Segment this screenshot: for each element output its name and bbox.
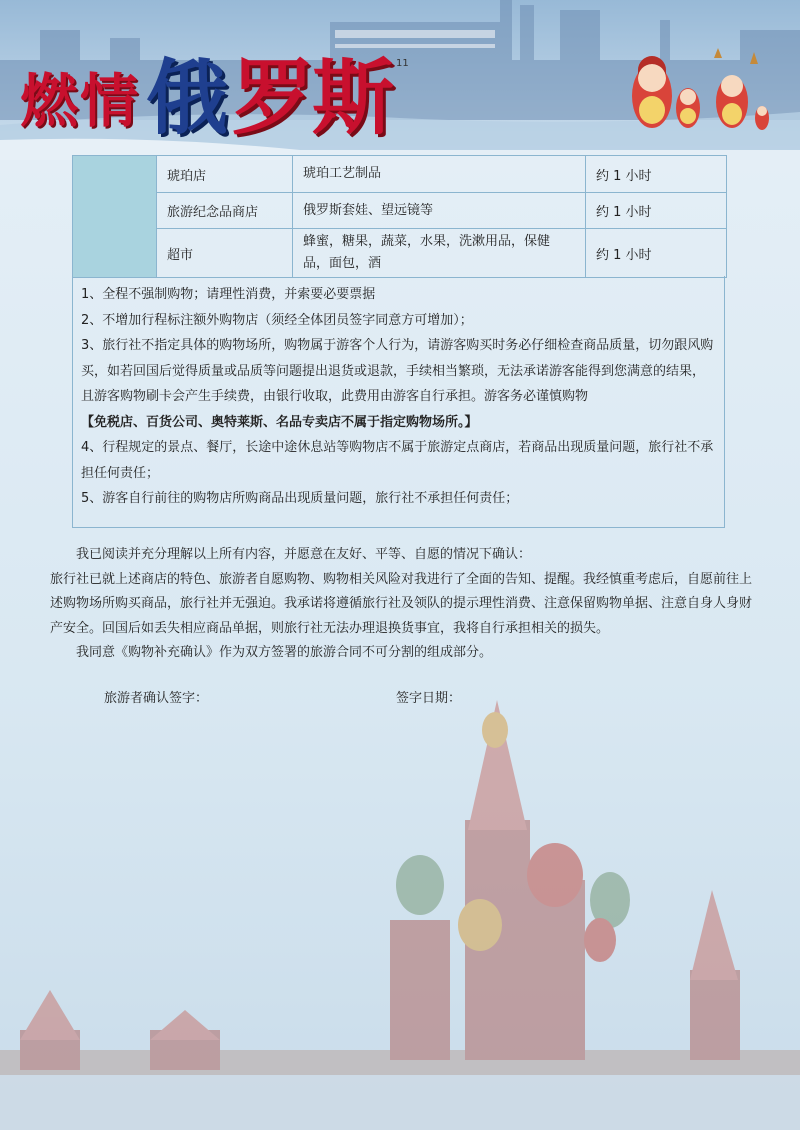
title-banner xyxy=(0,0,800,160)
title-part-1: 燃情 xyxy=(20,67,141,135)
page-title xyxy=(20,30,393,146)
note-5: 5、游客自行前往的购物店所购商品出现质量问题，旅行社不承担任何责任； xyxy=(81,491,519,506)
note-4: 4、行程规定的景点、餐厅，长途中途休息站等购物店不属于旅游定点商店，若商品出现质量问题，旅行社不承担任何责任； xyxy=(81,440,714,481)
confirmation-body: 旅行社已就上述商店的特色、旅游者自愿购物、购物相关风险对我进行了全面的告知、提醒。我经慎重考虑后，自愿前往上述购物场所购买商品，旅行社并无强迫。我承诺将遵循旅行社及领队的提示理性消费、注意保留购物单据、注意自身人身财产安全。回国后如丢失相应商品单据，则旅行社无法办理退换货事宜，我将自行承担相关的损失。 xyxy=(50,571,753,636)
title-part-2: 俄 xyxy=(146,51,227,146)
title-superscript: 11 xyxy=(396,58,409,69)
confirmation-section xyxy=(50,543,755,666)
shopping-table xyxy=(72,155,727,278)
shop-items: 蜂蜜，糖果，蔬菜，水果，洗漱用品，保健品，面包，酒 xyxy=(293,229,586,278)
shop-name: 超市 xyxy=(157,229,293,278)
shopping-notes xyxy=(72,276,725,528)
traveler-signature-label: 旅游者确认签字： xyxy=(104,691,209,706)
shop-name: 旅游纪念品商店 xyxy=(157,193,293,229)
shop-name: 琥珀店 xyxy=(157,156,293,193)
signature-date-label: 签字日期： xyxy=(396,691,462,706)
table-row xyxy=(73,229,727,278)
note-2: 2、不增加行程标注额外购物店（须经全体团员签字同意方可增加）； xyxy=(81,312,473,328)
shop-items: 俄罗斯套娃、望远镜等 xyxy=(293,193,586,229)
shop-duration: 约 1 小时 xyxy=(586,156,727,193)
note-3-emphasis: 【免税店、百货公司、奥特莱斯、名品专卖店不属于指定购物场所。】 xyxy=(81,414,478,430)
matryoshka-dolls-icon xyxy=(614,48,774,138)
table-row xyxy=(73,193,727,229)
confirmation-intro: 我已阅读并充分理解以上所有内容，并愿意在友好、平等、自愿的情况下确认： xyxy=(76,547,532,562)
shop-items: 琥珀工艺制品 xyxy=(293,156,586,193)
note-3: 3、旅行社不指定具体的购物场所，购物属于游客个人行为，请游客购买时务必仔细检查商品质量，切勿跟风购买，如若回国后觉得质量或品质等问题提出退货或退款，手续相当繁琐，无法承诺游客能得到您满意的结果，且游客购物刷卡会产生手续费，由银行收取，此费用由游客自行承担。游客务必谨慎购物 xyxy=(81,338,714,404)
shop-duration: 约 1 小时 xyxy=(586,193,727,229)
confirmation-agreement: 我同意《购物补充确认》作为双方签署的旅游合同不可分割的组成部分。 xyxy=(76,645,493,660)
note-1: 1、全程不强制购物；请理性消费，并索要必要票据 xyxy=(81,287,376,302)
table-side-cell xyxy=(73,156,157,278)
title-part-3: 罗斯 xyxy=(232,51,393,146)
table-row xyxy=(73,156,727,193)
shop-duration: 约 1 小时 xyxy=(586,229,727,278)
